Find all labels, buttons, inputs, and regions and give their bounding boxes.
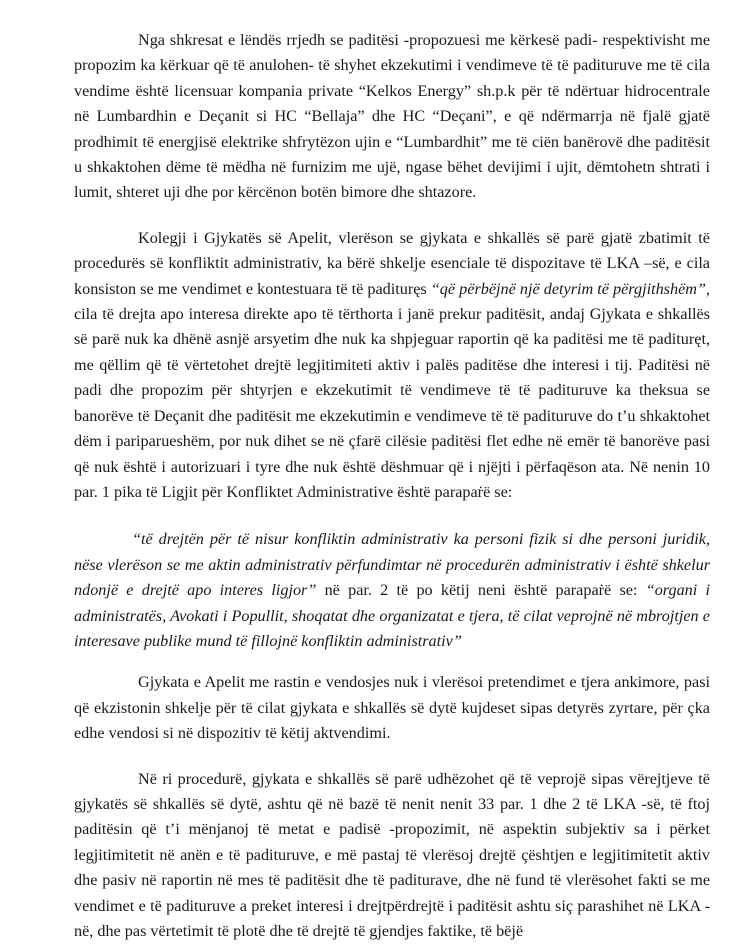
paragraph-appeal-decision: Gjykata e Apelit me rastin e vendosjes nuk i vlerësoi pretendimet e tjera ankimore, pasi që ekzistonin shkelje për të cilat gjykata e shkallës së dytë kujdeset sipas detyrës zyrtare, për çka edhe vendosi si në dispozitiv të këtij aktvendimi. — [74, 673, 710, 743]
paragraph-retrial-instructions: Në ri procedurë, gjykata e shkallës së parë udhëzohet që të veprojë sipas vërejtjeve të gjykatës së shkallës së dytë, ashtu që në bazë të nenit nenit 33 par. 1 dhe 2 të LKA -së, të ftoj paditësin që t’i mënjanoj të metat e padisë -propozimit, në aspektin subjektiv sa i përket legjitimitetit në anën e të padituruve, e më pastaj të vlerësoj drejtë çështjen e legjitimitetit aktiv dhe pasiv në raportin në mes të paditësit dhe të paditurave, dhe në fund të vlerësohet fakti se me vendimet e të padituruve a preket interesi i drejtpërdrejtë i paditësit ashtu siç parashihet në LKA -në, dhe pas vërtetimit të plotë dhe të drejtë të gjendjes faktike, të bëjë — [74, 769, 710, 940]
italic-quote: “që përbëjnë një detyrim të përgjithshëm” — [430, 279, 706, 298]
paragraph-court-assessment — [74, 226, 710, 505]
paragraph-text: Kolegji i Gjykatës së Apelit, vlerëson se gjykata e shkallës së parë gjatë zbatimit të procedurës së konfliktit administrativ, ka bërë shkelje esenciale të dispozitave të LKA –së, e cila konsiston se me vendimet e kontestuara të të padituręs — [74, 228, 710, 298]
paragraph-text: , cila të drejta apo interesa direkte apo të tërthorta i janë prekur paditësit, andaj Gjykata e shkallës së parë nuk ka dhënë asnjë arsyetim dhe nuk ka shpjeguar raportin që ka paditësi me të padituręt, me qëllim që të vërtetohet drejtë legjitimiteti aktiv i palës paditëse dhe interesi i tij. Paditësi në padi dhe propozim për shtyrjen e ekzekutimit të vendimeve të të padituruve ka theksua se banorëve të Deçanit dhe paditësit me ekzekutimin e vendimeve të të padituruve do t’u shkaktohet dëm i pariparueshëm, por nuk dihet se në çfarë cilësie paditësi flet edhe në emër të banorëve pasi që nuk është i autorizuari i tyre dhe nuk është dëshmuar që i njëjti i përfaqëson ata. Në nenin 10 par. 1 pika të Ligjit për Konfliktet Administrative është parapaṙë se: — [74, 279, 710, 501]
paragraph-text: në par. 2 të po këtij neni është parapaṙë se: — [316, 581, 646, 600]
italic-quote: “të drejtën për të nisur konfliktin administrativ ka personi fizik si dhe personi juridik, nëse vlerëson se me aktin administrativ përfundimtar në procedurën administrativ i është shkelur ndonjë e drejtë apo interes ligjor” — [74, 530, 710, 600]
italic-quote: “organi i administratës, Avokati i Popullit, shoqatat dhe organizatat e tjera, të cilat veprojnë në mbrojtjen e interesave publike mund të fillojnë konfliktin administrativ” — [74, 581, 711, 650]
paragraph-facts: Nga shkresat e lëndës rrjedh se paditësi -propozuesi me kërkesë padi- respektivisht me propozim ka kërkuar që të anulohen- të shyhet ekzekutimi i vendimeve të të padituruve me të cila vendime është licensuar kompania private “Kelkos Energy” sh.p.k për të ndërtuar hidrocentrale në Lumbardhin e Deçanit si HC “Bellaja” dhe HC “Deçani”, e që ndërmarrja në fjalë gjatë prodhimit të energjisë elektrike shfrytëzon ujin e “Lumbardhit” me të ciën banërovë dhe paditësit u shkaktohen dëme të mëdha në furnizim me ujë, ngase bëhet devijimi i ujit, dëmtohetn shtrati i lumit, shteret uji dhe por kërcënon botën bimore dhe shtazore. — [74, 31, 710, 202]
paragraph-law-quote — [74, 527, 710, 654]
